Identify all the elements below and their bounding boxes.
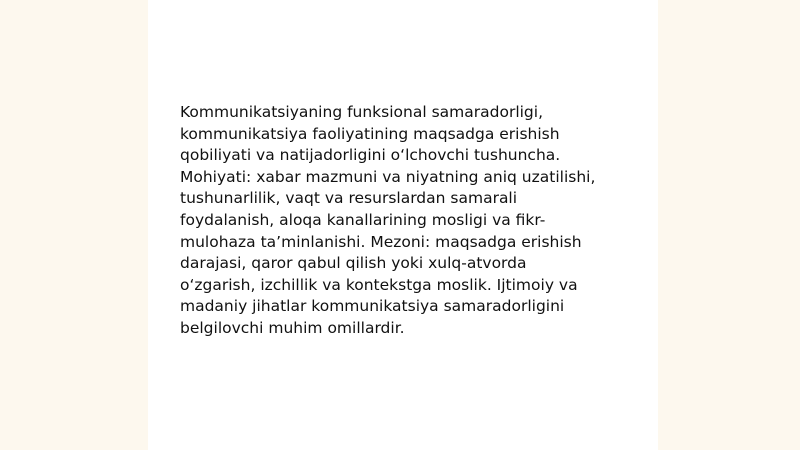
- paragraph-line: Mohiyati: xabar mazmuni va niyatning aniq uzatilishi,: [180, 167, 596, 186]
- paragraph-line: foydalanish, aloqa kanallarining mosligi va fikr-: [180, 210, 546, 229]
- body-paragraph: [180, 102, 620, 340]
- paragraph-line: belgilovchi muhim omillardir.: [180, 318, 405, 337]
- paragraph-line: tushunarlilik, vaqt va resurslardan samarali: [180, 189, 518, 208]
- paragraph-line: qobiliyati va natijadorligini o‘lchovchi tushuncha.: [180, 146, 561, 165]
- paragraph-line: mulohaza ta’minlanishi. Mezoni: maqsadga erishish: [180, 232, 582, 251]
- paragraph-line: o‘zgarish, izchillik va kontekstga moslik. Ijtimoiy va: [180, 275, 578, 294]
- paragraph-line: madaniy jihatlar kommunikatsiya samaradorligini: [180, 297, 565, 316]
- paragraph-line: kommunikatsiya faoliyatining maqsadga erishish: [180, 124, 560, 143]
- document-page: [148, 0, 658, 450]
- paragraph-line: Kommunikatsiyaning funksional samaradorligi,: [180, 103, 544, 121]
- paragraph-line: darajasi, qaror qabul qilish yoki xulq-atvorda: [180, 254, 527, 273]
